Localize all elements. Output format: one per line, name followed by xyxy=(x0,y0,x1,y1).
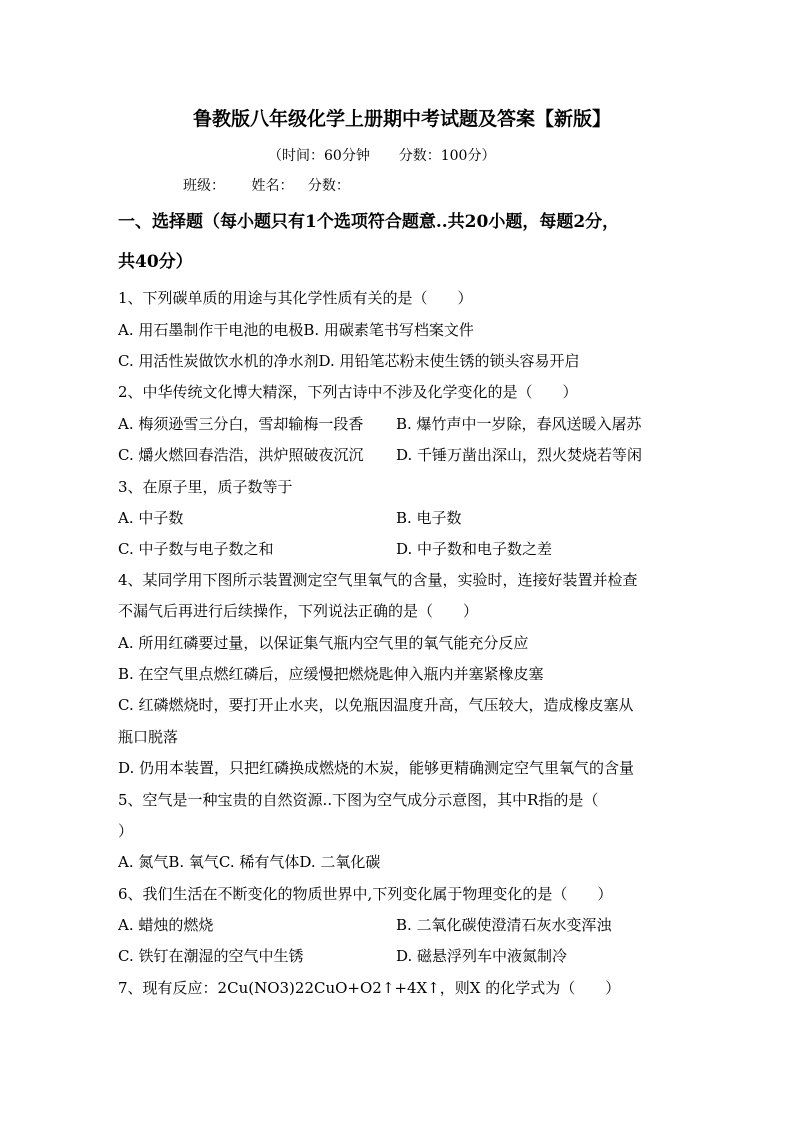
class-label: 班级： xyxy=(183,178,225,194)
question-6-option-c: C. 铁钉在潮湿的空气中生锈 xyxy=(118,947,304,965)
student-info xyxy=(183,175,372,195)
question-3-stem: 3、在原子里，质子数等于 xyxy=(118,478,293,496)
question-5-stem-line2: ） xyxy=(118,822,134,840)
question-6-stem: 6、我们生活在不断变化的物质世界中,下列变化属于物理变化的是（ ） xyxy=(118,885,613,903)
question-2-option-c: C. 爝火燃回春浩浩，洪炉照破夜沉沉 xyxy=(118,446,364,464)
total-score: 分数：100分） xyxy=(398,148,496,164)
time-limit: （时间：60分钟 xyxy=(268,148,370,164)
question-1-options-ab: A. 用石墨制作干电池的电极B. 用碳素笔书写档案文件 xyxy=(118,321,474,339)
question-4-option-b: B. 在空气里点燃红磷后，应缓慢把燃烧匙伸入瓶内并塞紧橡皮塞 xyxy=(118,665,544,683)
question-4-stem-line1: 4、某同学用下图所示装置测定空气里氧气的含量，实验时，连接好装置并检查 xyxy=(118,571,638,589)
exam-meta xyxy=(268,145,495,165)
question-6-option-d: D. 磁悬浮列车中液氮制冷 xyxy=(396,947,568,965)
page-title: 鲁教版八年级化学上册期中考试题及答案【新版】 xyxy=(192,108,611,130)
question-3-option-a: A. 中子数 xyxy=(118,509,184,527)
section-heading-line2: 共40分） xyxy=(118,252,193,272)
question-3-option-c: C. 中子数与电子数之和 xyxy=(118,540,274,558)
question-2-option-a: A. 梅须逊雪三分白，雪却输梅一段香 xyxy=(118,415,364,433)
question-6-option-b: B. 二氧化碳使澄清石灰水变浑浊 xyxy=(396,916,612,934)
question-7-stem: 7、现有反应：2Cu(NO3)22CuO+O2↑+4X↑，则X 的化学式为（ ） xyxy=(118,979,621,997)
question-4-stem-line2: 不漏气后再进行后续操作，下列说法正确的是（ ） xyxy=(118,602,479,620)
question-5-options: A. 氮气B. 氧气C. 稀有气体D. 二氧化碳 xyxy=(118,853,381,871)
question-3-option-b: B. 电子数 xyxy=(396,509,462,527)
question-4-option-d: D. 仍用本装置，只把红磷换成燃烧的木炭，能够更精确测定空气里氧气的含量 xyxy=(118,759,635,777)
question-2-option-d: D. 千锤万凿出深山，烈火焚烧若等闲 xyxy=(396,446,643,464)
name-label: 姓名： xyxy=(251,178,294,194)
question-5-stem-line1: 5、空气是一种宝贵的自然资源..下图为空气成分示意图，其中R指的是（ xyxy=(118,791,599,809)
question-3-option-d: D. 中子数和电子数之差 xyxy=(396,540,553,558)
section-heading-line1: 一、选择题（每小题只有1个选项符合题意..共20小题，每题2分， xyxy=(118,212,620,232)
points-label: 分数： xyxy=(307,178,350,194)
question-4-option-c-line2: 瓶口脱落 xyxy=(118,728,179,746)
question-2-stem: 2、中华传统文化博大精深，下列古诗中不涉及化学变化的是（ ） xyxy=(118,383,578,401)
question-6-option-a: A. 蜡烛的燃烧 xyxy=(118,916,214,934)
question-4-option-a: A. 所用红磷要过量，以保证集气瓶内空气里的氧气能充分反应 xyxy=(118,634,529,652)
question-1-options-cd: C. 用活性炭做饮水机的净水剂D. 用铅笔芯粉末使生锈的锁头容易开启 xyxy=(118,352,580,370)
question-4-option-c-line1: C. 红磷燃烧时，要打开止水夹，以免瓶因温度升高，气压较大，造成橡皮塞从 xyxy=(118,696,634,714)
question-1-stem: 1、下列碳单质的用途与其化学性质有关的是（ ） xyxy=(118,289,473,307)
question-2-option-b: B. 爆竹声中一岁除，春风送暖入屠苏 xyxy=(396,415,642,433)
